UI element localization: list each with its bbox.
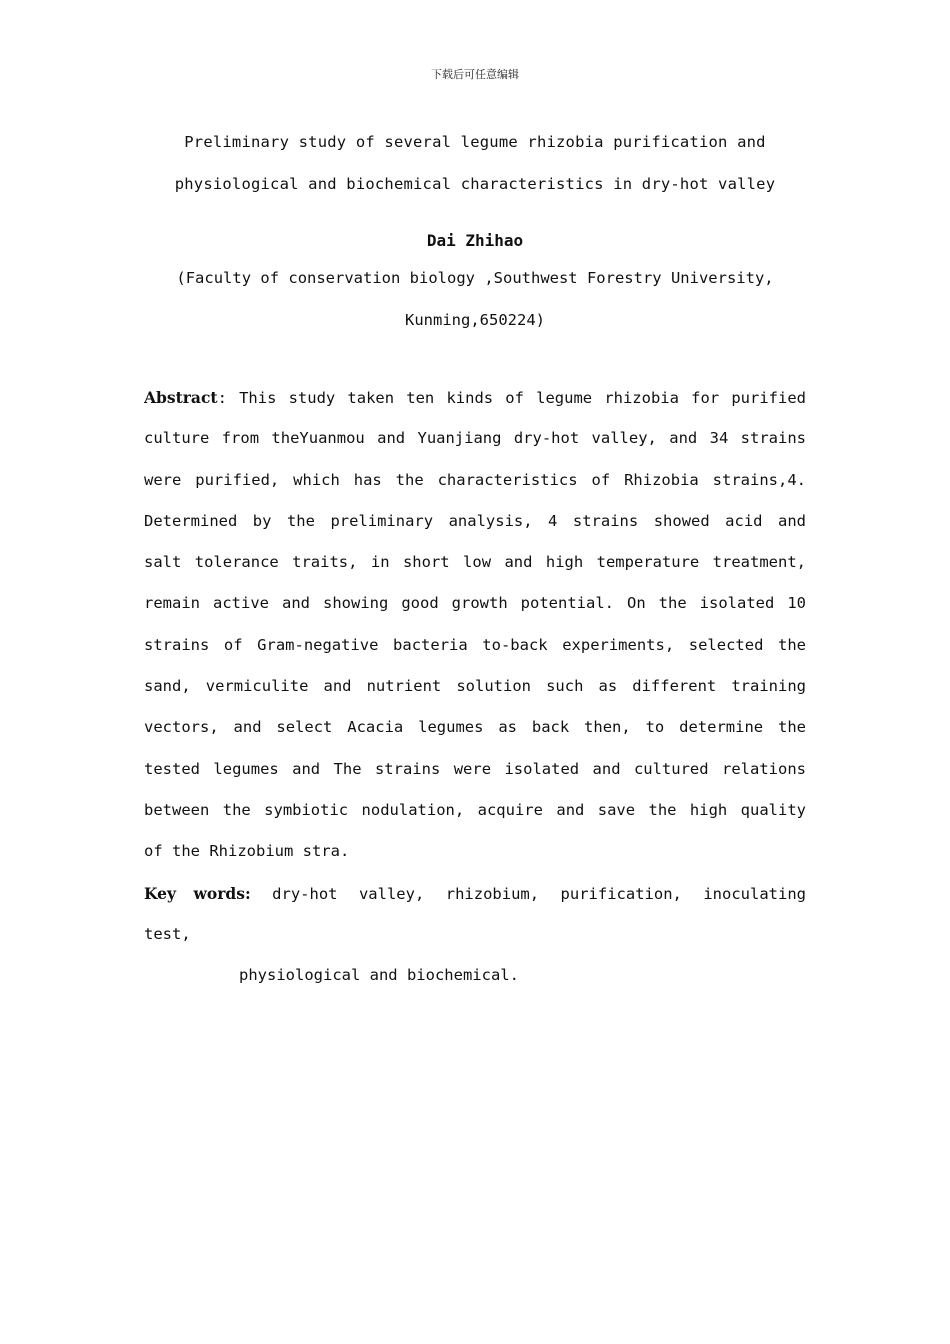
keywords-line: physiological and biochemical.	[239, 966, 519, 985]
abstract-line: strains of Gram-negative bacteria to-back experiments, selected the	[144, 635, 806, 654]
abstract-line: remain active and showing good growth potential. On the isolated 10	[144, 594, 806, 613]
abstract-line	[144, 377, 806, 418]
abstract-line: salt tolerance traits, in short low and high temperature treatment,	[144, 553, 806, 572]
abstract-line: culture from theYuanmou and Yuanjiang dry-hot valley, and 34 strains	[144, 429, 806, 448]
abstract-first-line-text: : This study taken ten kinds of legume rhizobia for purified	[217, 389, 806, 407]
author-name: Dai Zhihao	[426, 231, 524, 250]
abstract-line: tested legumes and The strains were isolated and cultured relations	[144, 759, 806, 778]
abstract-line: were purified, which has the characteristics of Rhizobia strains,4.	[144, 470, 806, 489]
keywords-line	[144, 873, 806, 914]
affiliation	[120, 258, 830, 341]
abstract-label: Abstract	[144, 388, 218, 407]
paper-title	[120, 122, 830, 205]
abstract-line: vectors, and select Acacia legumes as back then, to determine the	[144, 718, 806, 737]
keywords-line: test,	[144, 924, 191, 943]
header-note: 下载后可任意编辑	[431, 68, 519, 81]
title-line-2: physiological and biochemical characteristics in dry-hot valley	[174, 174, 776, 193]
title-line-1: Preliminary study of several legume rhizobia purification and	[184, 133, 766, 151]
abstract-line: between the symbiotic nodulation, acquire and save the high quality	[144, 800, 806, 819]
keywords-first-line-text: dry-hot valley, rhizobium, purification, inoculating	[250, 884, 806, 903]
abstract-section	[144, 377, 806, 996]
abstract-line: of the Rhizobium stra.	[144, 842, 350, 861]
keywords-label: Key words:	[144, 883, 251, 903]
affiliation-line-2: Kunming,650224)	[405, 310, 545, 329]
abstract-line: Determined by the preliminary analysis, 4 strains showed acid and	[144, 511, 806, 530]
abstract-line: sand, vermiculite and nutrient solution such as different training	[144, 677, 806, 696]
affiliation-line-1: (Faculty of conservation biology ,Southwest Forestry University,	[176, 269, 774, 287]
